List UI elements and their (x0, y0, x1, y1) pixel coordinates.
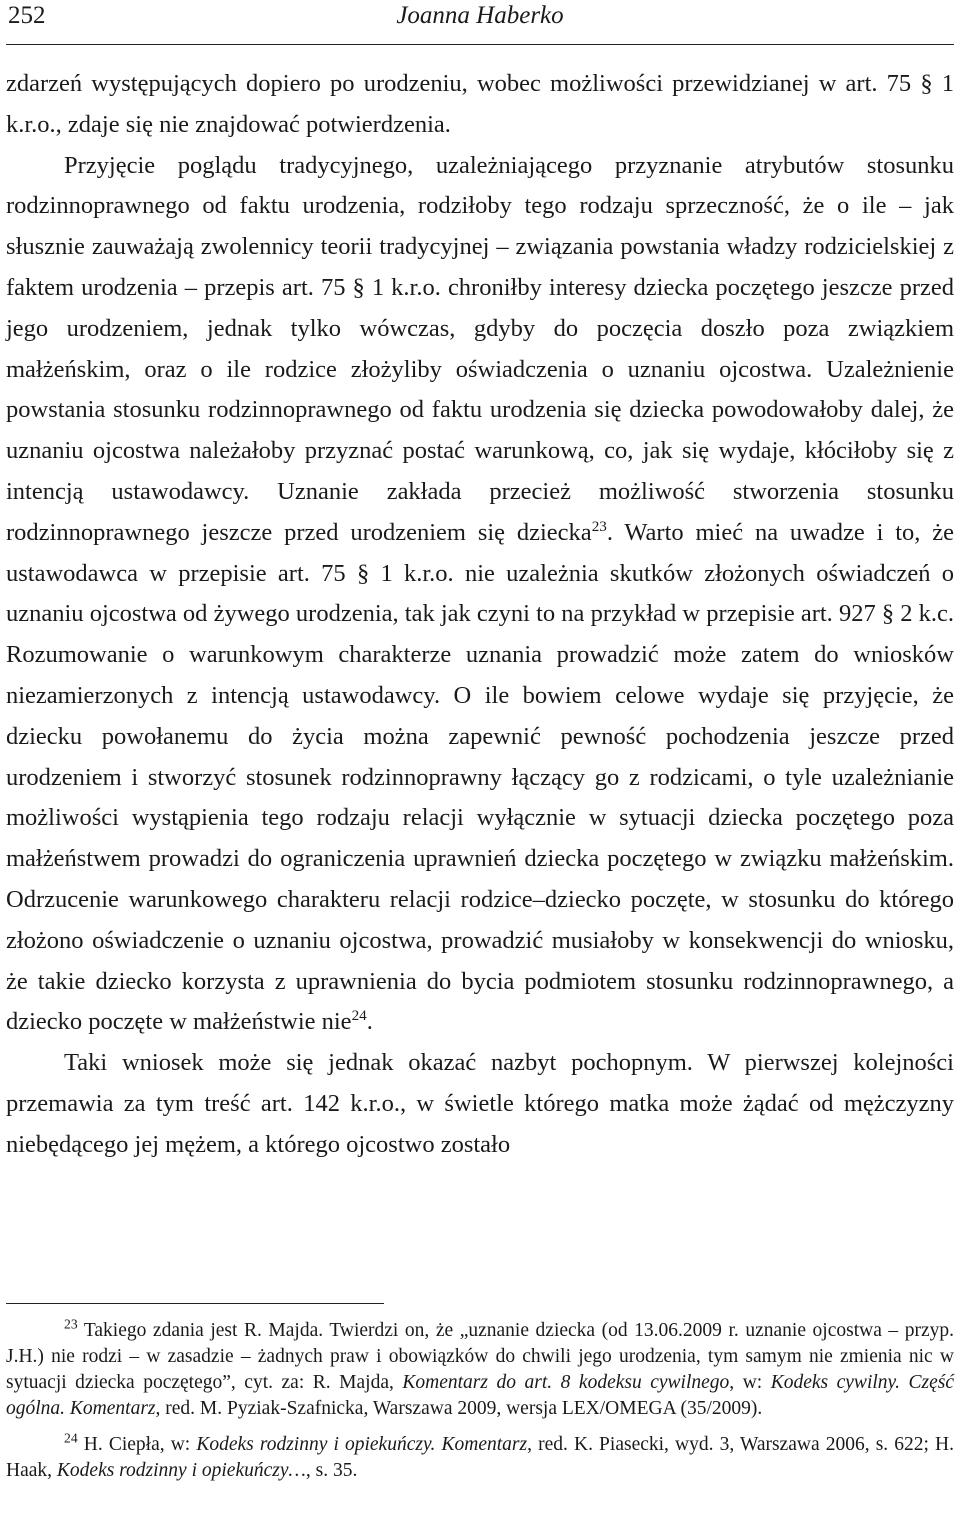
footnote-24-title-2: Kodeks rodzinny i opiekuńczy… (56, 1460, 306, 1481)
running-head-author: Joanna Haberko (396, 2, 564, 29)
footnote-23-title-1: Komentarz do art. 8 kodeksu cywilnego (402, 1372, 730, 1393)
footnote-24-number: 24 (64, 1430, 78, 1446)
main-text (6, 64, 954, 1166)
footnote-23-text-2: , w: (729, 1372, 771, 1393)
footnote-23-text-3: , red. M. Pyziak-Szafnicka, Warszawa 2009, wersja LEX/OMEGA (35/2009). (155, 1398, 763, 1419)
footnote-23-number: 23 (64, 1316, 78, 1332)
footnote-24 (6, 1432, 954, 1484)
paragraph-2-text-b: . Warto mieć na uwadze i to, że ustawodawca w przepisie art. 75 § 1 k.r.o. nie uzależnia skutków złożonych oświadczeń o uznaniu ojcostwa od żywego urodzenia, tak jak czyni to na przykład w przepisie art. 927 § 2 k.c. Rozumowanie o warunkowym charakterze uznania prowadzić może zatem do wniosków niezamierzonych z intencją ustawodawcy. O ile bowiem celowe wydaje się przyjęcie, że dziecku powołanemu do życia można zapewnić pewność pochodzenia jeszcze przed urodzeniem i stworzyć stosunek rodzinnoprawny łączący go z rodzicami, o tyle uzależnianie możliwości wystąpienia tego rodzaju relacji wyłącznie w sytuacji dziecka poczętego poza małżeństwem prowadzi do ograniczenia uprawnień dziecka poczętego w związku małżeńskim. Odrzucenie warunkowego charakteru relacji rodzice–dziecko poczęte, w stosunku do którego złożono oświadczenie o uznaniu ojcostwa, prowadzić musiałoby w konsekwencji do wniosku, że takie dziecko korzysta z uprawnienia do bycia podmiotem stosunku rodzinnoprawnego, a dziecko poczęte w małżeństwie nie (6, 518, 954, 1036)
footnotes (6, 1318, 954, 1494)
footnote-24-text-2: , red. K. Piasecki, wyd. 3, Warszawa 2006, s. 622; H. Haak, (6, 1434, 954, 1481)
footnote-ref-23[interactable]: 23 (591, 517, 607, 535)
paragraph-2-text-c: . (366, 1008, 373, 1036)
paragraph-2 (6, 146, 954, 1044)
paragraph-2-text-a: Przyjęcie poglądu tradycyjnego, uzależniającego przyznanie atrybutów stosunku rodzinnoprawnego od faktu urodzenia, rodziłoby tego rodzaju sprzeczność, że o ile – jak słusznie zauważają zwolennicy teorii tradycyjnej – związania powstania władzy rodzicielskiej z faktem urodzenia – przepis art. 75 § 1 k.r.o. chroniłby interesy dziecka poczętego jeszcze przed jego urodzeniem, jednak tylko wówczas, gdyby do poczęcia doszło poza związkiem małżeńskim, oraz o ile rodzice złożyliby oświadczenia o uznaniu ojcostwa. Uzależnienie powstania stosunku rodzinnoprawnego od faktu urodzenia się dziecka powodowałoby dalej, że uznaniu ojcostwa należałoby przyznać postać warunkową, co, jak się wydaje, kłóciłoby się z intencją ustawodawcy. Uznanie zakłada przecież możliwość stworzenia stosunku rodzinnoprawnego jeszcze przed urodzeniem się dziecka (6, 151, 954, 546)
footnote-24-text-3: , s. 35. (305, 1460, 358, 1481)
footnote-separator (6, 1303, 384, 1304)
paragraph-1: zdarzeń występujących dopiero po urodzeniu, wobec możliwości przewidzianej w art. 75 § 1 k.r.o., zdaje się nie znajdować potwierdzenia. (6, 70, 954, 138)
footnote-23-title-2: Kodeks cywilny. Część ogólna. Komentarz (6, 1372, 954, 1419)
footnote-24-title-1: Kodeks rodzinny i opiekuńczy. Komentarz (196, 1434, 528, 1455)
paragraph-3: Taki wniosek może się jednak okazać nazbyt pochopnym. W pierwszej kolejności przemawia za tym treść art. 142 k.r.o., w świetle którego matka może żądać od mężczyzny niebędącego jej mężem, a którego ojcostwo zostało (6, 1049, 954, 1158)
footnote-23-text-1: Takiego zdania jest R. Majda. Twierdzi on, że „uznanie dziecka (od 13.06.2009 r. uznanie ojcostwa – przyp. J.H.) nie rodzi – w zasadzie – żadnych praw i obowiązków do chwili jego urodzenia, tym samym nie zmienia nic w sytuacji dziecka poczętego”, cyt. za: R. Majda, (6, 1320, 954, 1393)
page-number: 252 (8, 2, 46, 29)
footnote-ref-24[interactable]: 24 (351, 1007, 367, 1025)
page-header (6, 0, 954, 45)
footnote-23 (6, 1318, 954, 1422)
footnote-24-text-1: H. Ciepła, w: (83, 1434, 197, 1455)
